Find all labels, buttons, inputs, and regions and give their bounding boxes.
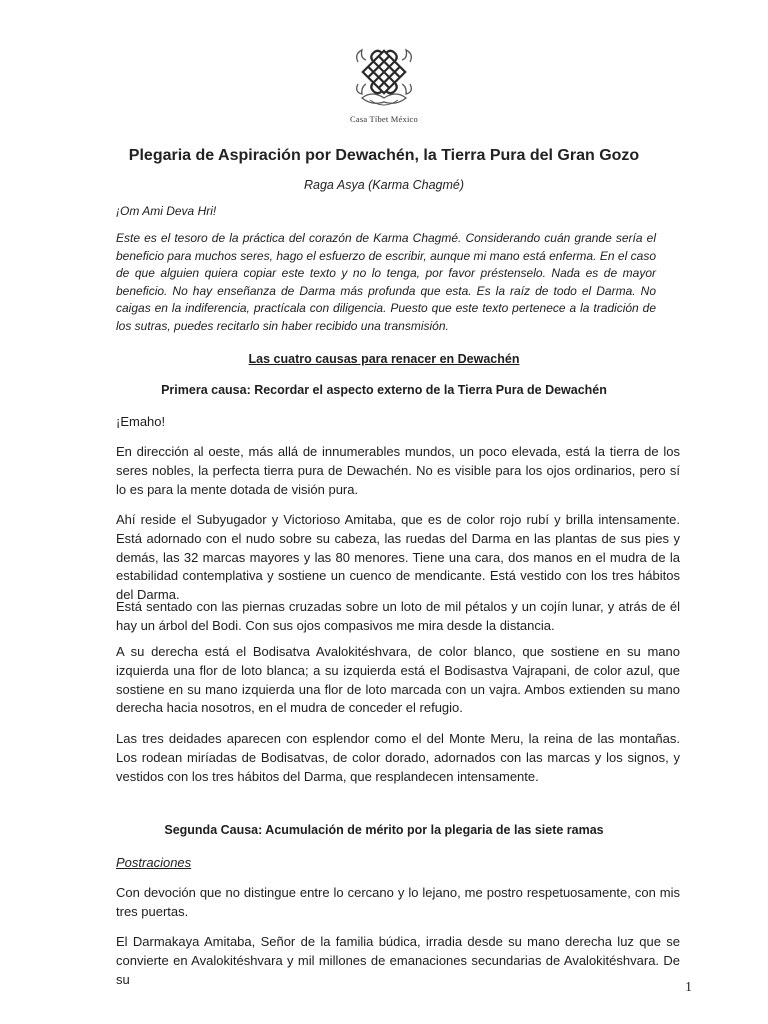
body-paragraph: Con devoción que no distingue entre lo cercano y lo lejano, me postro respetuosamente, con mis tres puertas. — [116, 885, 680, 919]
second-cause-heading: Segunda Causa: Acumulación de mérito por la plegaria de las siete ramas — [164, 823, 604, 837]
invocation: ¡Om Ami Deva Hri! — [116, 204, 217, 218]
intro-paragraph: Este es el tesoro de la práctica del corazón de Karma Chagmé. Considerando cuán grande sería el beneficio para muchos seres, hago el esfuerzo de escribir, aunque mi mano está enferma. En el caso de que alguien quiera copiar este texto y no lo tenga, por favor préstenselo. Nada es de mayor beneficio. No hay enseñanza de Darma más profunda que esta. Es la raíz de todo el Darma. No caigas en la indiferencia, practícala con diligencia. Puesto que este texto pertenece a la tradición de los sutras, puedes recitarlo sin haber recibido una transmisión. — [116, 231, 656, 333]
body-paragraph: Las tres deidades aparecen con esplendor como el del Monte Meru, la reina de las montañas. Los rodean miríadas de Bodisatvas, de color dorado, adornados con las marcas y los signos, y vestidos con los tres hábitos del Darma, que resplandecen intensamente. — [116, 731, 680, 784]
section-heading: Las cuatro causas para renacer en Dewachén — [248, 352, 520, 366]
logo — [0, 40, 768, 124]
logo-caption: Casa Tíbet México — [350, 114, 418, 124]
document-subtitle: Raga Asya (Karma Chagmé) — [303, 178, 465, 192]
body-paragraph: El Darmakaya Amitaba, Señor de la familia búdica, irradia desde su mano derecha luz que se convierte en Avalokitéshvara y mil millones de emanaciones secundarias de Avalokitéshvara. De su — [116, 934, 680, 987]
body-paragraph: Está sentado con las piernas cruzadas sobre un loto de mil pétalos y un cojín lunar, y atrás de él hay un árbol del Bodi. Con sus ojos compasivos me mira desde la distancia. — [116, 599, 680, 633]
endless-knot-icon — [352, 40, 416, 112]
body-paragraph: Ahí reside el Subyugador y Victorioso Amitaba, que es de color rojo rubí y brilla intensamente. Está adornado con el nudo sobre su cabeza, las ruedas del Darma en las plantas de sus pies y demás, las 32 marcas mayores y las 80 menores. Tiene una cara, dos manos en el mudra de la estabilidad contemplativa y sostiene un cuenco de mendicante. Está vestido con los tres hábitos del Darma. — [116, 512, 680, 603]
body-paragraph: En dirección al oeste, más allá de innumerables mundos, un poco elevada, está la tierra de los seres nobles, la perfecta tierra pura de Dewachén. No es visible para los ojos ordinarios, pero sí lo es para la mente dotada de visión pura. — [116, 444, 680, 497]
document-title: Plegaria de Aspiración por Dewachén, la Tierra Pura del Gran Gozo — [128, 147, 640, 164]
page-number: 1 — [685, 980, 692, 995]
body-paragraph: A su derecha está el Bodisatva Avalokitéshvara, de color blanco, que sostiene en su mano izquierda una flor de loto blanca; a su izquierda está el Bodisastva Vajrapani, de color azul, que sostiene en su mano izquierda una flor de loto marcada con un vajra. Ambos extienden su mano derecha hacia nosotros, en el mudra de conceder el refugio. — [116, 644, 680, 716]
emaho-line: ¡Emaho! — [116, 414, 166, 429]
first-cause-heading: Primera causa: Recordar el aspecto externo de la Tierra Pura de Dewachén — [161, 383, 607, 397]
postraciones-subheading: Postraciones — [116, 855, 192, 870]
